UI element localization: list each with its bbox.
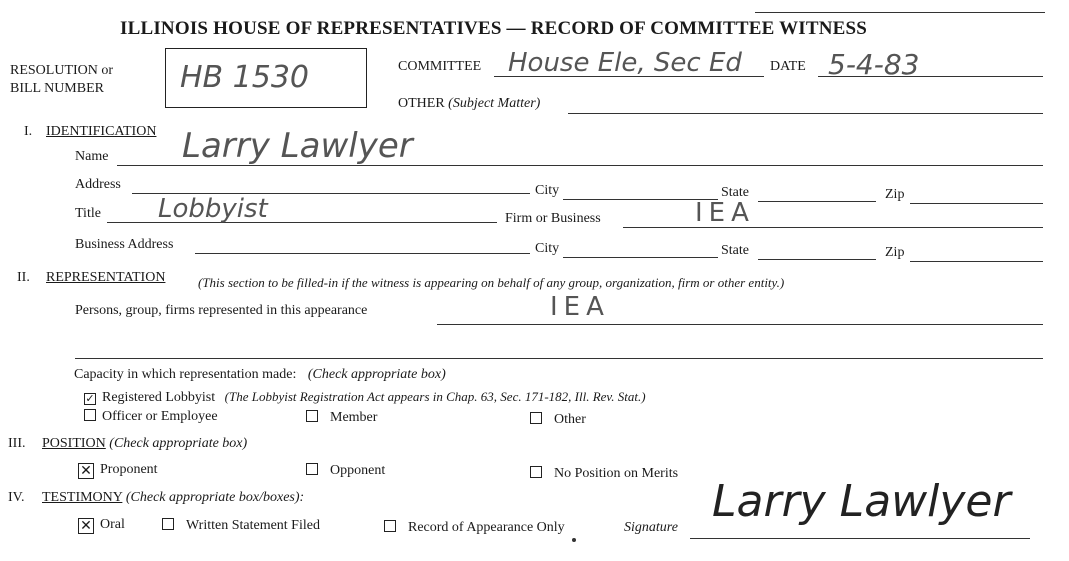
written-label: Written Statement Filed — [186, 518, 320, 533]
appearance-label: Record of Appearance Only — [408, 520, 565, 535]
firm-value: IEA — [695, 198, 755, 228]
other-hint: (Subject Matter) — [448, 96, 541, 111]
other-label — [398, 96, 540, 112]
business-state-field[interactable] — [758, 259, 876, 260]
other-option[interactable] — [530, 411, 586, 428]
signature-value: Larry Lawlyer — [712, 476, 1011, 527]
position-hint: (Check appropriate box) — [109, 436, 248, 451]
bill-number-value: HB 1530 — [180, 60, 310, 95]
business-city-label: City — [535, 241, 560, 256]
registered-lobbyist-checkbox[interactable]: ✓ — [85, 392, 95, 405]
name-label: Name — [75, 149, 109, 164]
other-field[interactable] — [568, 113, 1043, 114]
form-title: ILLINOIS HOUSE OF REPRESENTATIVES — RECORD OF COMMITTEE WITNESS — [120, 18, 868, 39]
capacity-label — [74, 367, 446, 383]
other-checkbox[interactable] — [530, 412, 542, 424]
zip-label: Zip — [885, 187, 905, 202]
member-checkbox[interactable] — [306, 410, 318, 422]
zip-field[interactable] — [910, 203, 1043, 204]
persons-field[interactable] — [437, 324, 1043, 325]
firm-field[interactable] — [623, 227, 1043, 228]
representation-heading: REPRESENTATION — [46, 270, 166, 285]
identification-heading: IDENTIFICATION — [46, 124, 157, 139]
persons-label: Persons, group, firms represented in this appearance — [75, 303, 368, 318]
stray-mark-icon — [572, 538, 576, 542]
committee-label: COMMITTEE — [398, 59, 482, 74]
persons-value: IEA — [550, 292, 610, 322]
appearance-checkbox[interactable] — [384, 520, 396, 532]
representation-note: (This section to be filled-in if the witness is appearing on behalf of any group, organization, firm or other entity.) — [198, 275, 785, 290]
city-label: City — [535, 183, 560, 198]
name-value: Larry Lawlyer — [182, 126, 413, 166]
opponent-label: Opponent — [330, 463, 386, 478]
proponent-option[interactable] — [78, 461, 158, 478]
signature-label: Signature — [624, 520, 678, 535]
title-value: Lobbyist — [158, 194, 268, 224]
oral-checkbox[interactable]: ✕ — [78, 518, 94, 534]
capacity-label-text: Capacity in which representation made: — [74, 367, 297, 382]
date-value: 5-4-83 — [828, 48, 920, 81]
date-label: DATE — [770, 59, 806, 74]
capacity-hint: (Check appropriate box) — [307, 367, 446, 382]
written-option[interactable] — [162, 517, 320, 534]
other-label-text: OTHER — [398, 96, 445, 111]
business-address-field[interactable] — [195, 253, 530, 254]
opponent-checkbox[interactable] — [306, 463, 318, 475]
state-field[interactable] — [758, 201, 876, 202]
title-label: Title — [75, 206, 101, 221]
other-option-label: Other — [554, 412, 586, 427]
proponent-checkbox[interactable]: ✕ — [78, 463, 94, 479]
business-zip-field[interactable] — [910, 261, 1043, 262]
top-rule — [755, 12, 1045, 13]
no-position-checkbox[interactable] — [530, 466, 542, 478]
business-city-field[interactable] — [563, 257, 718, 258]
opponent-option[interactable] — [306, 462, 385, 479]
persons-field-2[interactable] — [75, 358, 1043, 359]
member-label: Member — [330, 410, 378, 425]
section-i-numeral: I. — [24, 124, 33, 139]
position-heading-wrap — [42, 436, 247, 452]
business-zip-label: Zip — [885, 245, 905, 260]
proponent-label: Proponent — [100, 462, 158, 477]
section-ii-numeral: II. — [17, 270, 30, 285]
registered-lobbyist-label: Registered Lobbyist — [102, 390, 216, 405]
testimony-heading: TESTIMONY — [42, 490, 123, 505]
officer-label: Officer or Employee — [102, 409, 218, 424]
position-heading: POSITION — [42, 436, 106, 451]
no-position-option[interactable] — [530, 465, 678, 482]
business-state-label: State — [721, 243, 749, 258]
address-label: Address — [75, 177, 121, 192]
signature-field[interactable] — [690, 538, 1030, 539]
bill-label-line1: RESOLUTION or — [10, 63, 114, 78]
officer-option[interactable] — [84, 408, 218, 425]
state-label: State — [721, 185, 749, 200]
committee-value: House Ele, Sec Ed — [508, 48, 742, 78]
appearance-option[interactable] — [384, 519, 565, 536]
testimony-heading-wrap — [42, 490, 304, 506]
member-option[interactable] — [306, 409, 377, 426]
section-iv-numeral: IV. — [8, 490, 25, 505]
oral-label: Oral — [100, 517, 125, 532]
testimony-hint: (Check appropriate box/boxes): — [125, 490, 305, 505]
bill-label-line2: BILL NUMBER — [10, 81, 104, 96]
written-checkbox[interactable] — [162, 518, 174, 530]
officer-checkbox[interactable] — [84, 409, 96, 421]
no-position-label: No Position on Merits — [554, 466, 679, 481]
registered-lobbyist-option[interactable] — [84, 389, 646, 406]
firm-label: Firm or Business — [505, 211, 601, 226]
business-address-label: Business Address — [75, 237, 174, 252]
lobbyist-act-note: (The Lobbyist Registration Act appears in Chap. 63, Sec. 171-182, Ill. Rev. Stat.) — [224, 389, 646, 404]
oral-option[interactable] — [78, 516, 125, 533]
section-iii-numeral: III. — [8, 436, 26, 451]
